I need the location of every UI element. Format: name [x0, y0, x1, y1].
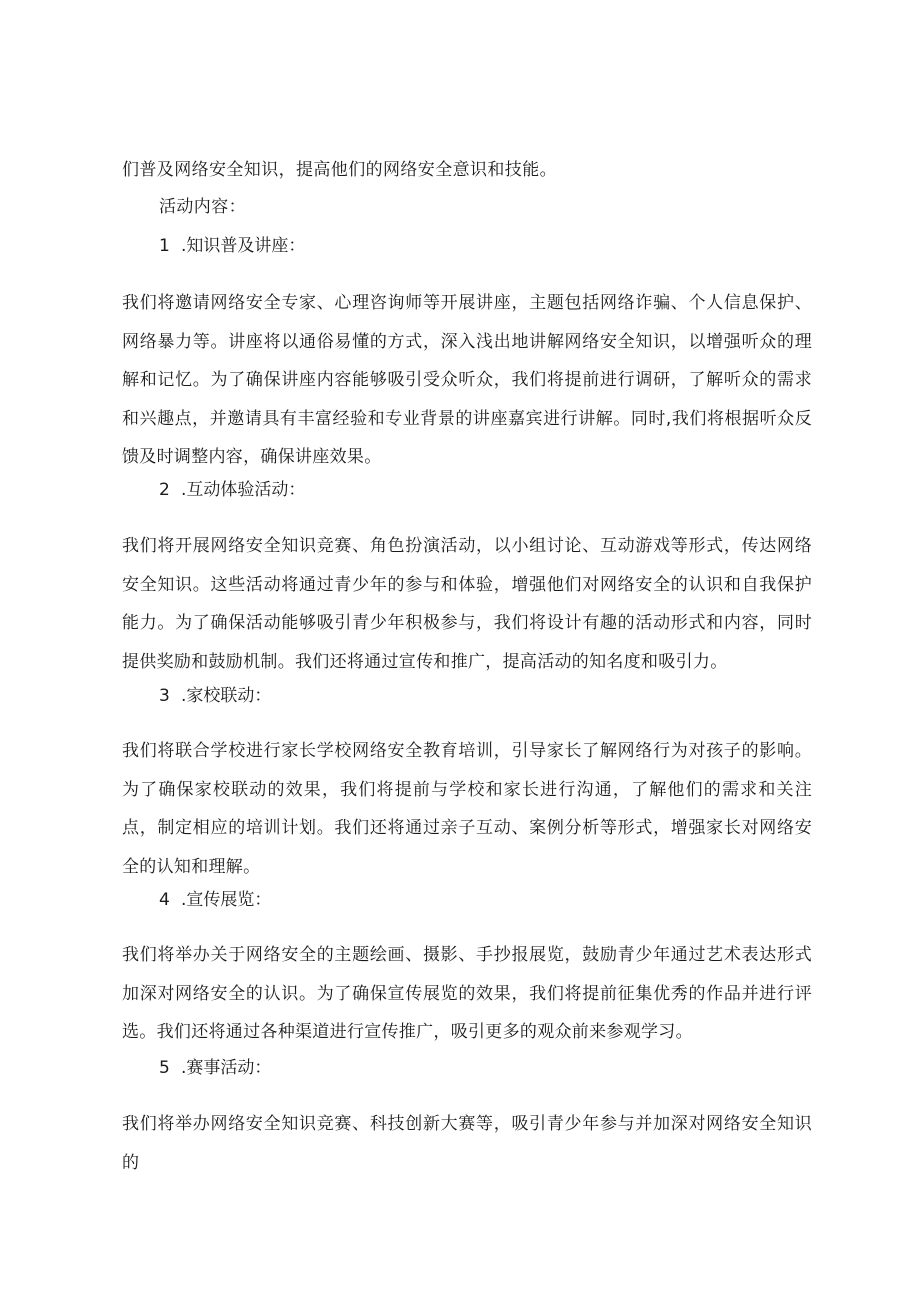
intro-line: 们普及网络安全知识，提高他们的网络安全意识和技能。	[122, 160, 557, 180]
item-title: .赛事活动：	[181, 1058, 272, 1078]
item-number: 2	[159, 480, 170, 500]
item-title: .宣传展览：	[181, 890, 272, 910]
item-body-4: 我们将举办关于网络安全的主题绘画、摄影、手抄报展览，鼓励青少年通过艺术表达形式加深对网络安全的认识。为了确保宣传展览的效果，我们将提前征集优秀的作品并进行评选。我们还将通过各种渠道进行宣传推广，吸引更多的观众前来参观学习。	[122, 945, 812, 1043]
item-heading-1	[159, 236, 305, 256]
item-heading-4	[159, 890, 271, 910]
section-label: 活动内容：	[159, 197, 246, 217]
item-number: 5	[159, 1058, 170, 1078]
item-heading-3	[159, 686, 271, 706]
item-body-3: 我们将联合学校进行家长学校网络安全教育培训，引导家长了解网络行为对孩子的影响。为了确保家校联动的效果，我们将提前与学校和家长进行沟通，了解他们的需求和关注点，制定相应的培训计划。我们还将通过亲子互动、案例分析等形式，增强家长对网络安全的认知和理解。	[122, 741, 812, 877]
item-heading-5	[159, 1058, 271, 1078]
item-title: .知识普及讲座：	[181, 236, 306, 256]
item-title: .家校联动：	[181, 686, 272, 706]
item-body-5: 我们将举办网络安全知识竞赛、科技创新大赛等，吸引青少年参与并加深对网络安全知识的	[122, 1114, 812, 1173]
item-title: .互动体验活动：	[181, 480, 306, 500]
item-number: 1	[159, 236, 170, 256]
item-body-2: 我们将开展网络安全知识竞赛、角色扮演活动，以小组讨论、互动游戏等形式，传达网络安全知识。这些活动将通过青少年的参与和体验，增强他们对网络安全的认识和自我保护能力。为了确保活动能够吸引青少年积极参与，我们将设计有趣的活动形式和内容，同时提供奖励和鼓励机制。我们还将通过宣传和推广，提高活动的知名度和吸引力。	[122, 536, 812, 672]
item-heading-2	[159, 480, 305, 500]
item-body-1: 我们将邀请网络安全专家、心理咨询师等开展讲座，主题包括网络诈骗、个人信息保护、网络暴力等。讲座将以通俗易懂的方式，深入浅出地讲解网络安全知识，以增强听众的理解和记忆。为了确保讲座内容能够吸引受众听众，我们将提前进行调研，了解听众的需求和兴趣点，并邀请具有丰富经验和专业背景的讲座嘉宾进行讲解。同时,我们将根据听众反馈及时调整内容，确保讲座效果。	[122, 293, 812, 468]
item-number: 3	[159, 686, 170, 706]
item-number: 4	[159, 890, 170, 910]
